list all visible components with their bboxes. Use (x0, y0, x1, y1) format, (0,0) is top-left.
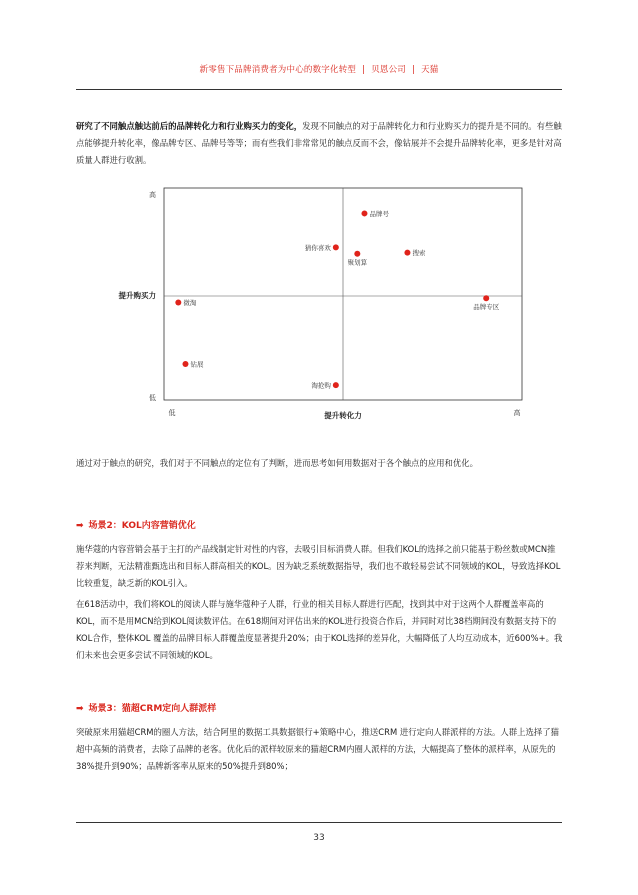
header-rule (76, 89, 562, 90)
header-org-bain: 贝恩公司 (371, 65, 406, 75)
intro-paragraph (76, 118, 563, 169)
arrow-icon: ➡ (76, 704, 84, 714)
x-axis-title: 提升转化力 (324, 411, 362, 420)
point-marker (483, 295, 489, 301)
touchpoint-matrix-chart (0, 182, 638, 422)
paragraph-kol-618: 在618活动中，我们将KOL的阅读人群与施华蔻种子人群，行业的相关目标人群进行匹配，找到其中对于这两个人群覆盖率高的KOL，而不是用MCN给到KOL阅读数评估。在618期间对评估出来的KOL进行投资合作后，并同时对比38档期间没有数据支持下的KOL合作，整体KOL 覆盖的品牌目标人群覆盖度显著提升20%；由于KOL选择的差异化，大幅降低了人均互动成本，近600%+。我们未来也会更多尝试不同领域的KOL。 (76, 599, 563, 660)
point-label: 淘抢购 (311, 381, 331, 390)
point-label: 钻展 (190, 360, 204, 369)
point-marker (333, 382, 339, 388)
point-marker (354, 251, 360, 257)
paragraph-touchpoint-summary: 通过对于触点的研究，我们对于不同触点的定位有了判断，进而思考如何用数据对于各个触点的应用和优化。 (76, 458, 478, 468)
point-marker (333, 244, 339, 250)
page-header (0, 63, 638, 75)
point-marker (175, 299, 181, 305)
point-label: 品牌号 (369, 209, 389, 218)
point-label: 品牌专区 (473, 303, 500, 312)
point-marker (361, 210, 367, 216)
header-separator: | (412, 65, 416, 75)
section-heading-crm (76, 701, 216, 714)
point-label: 聚划算 (347, 258, 368, 267)
y-axis-title: 提升购买力 (118, 291, 156, 300)
intro-text: 发现不同触点的对于品牌转化力和行业购买力的提升是不同的。有些触点能够提升转化率，像品牌专区、品牌号等等；而有些我们非常常见的触点反而不会，像钻展并不会提升品牌转化率，更多是针对高质量人群进行收割。 (76, 121, 562, 165)
page-number: 33 (313, 833, 325, 843)
footer-rule (76, 822, 562, 823)
header-title: 新零售下品牌消费者为中心的数字化转型 (199, 65, 357, 75)
point-label: 搜索 (412, 249, 426, 258)
x-low-label: 低 (168, 409, 176, 417)
arrow-icon: ➡ (76, 521, 84, 531)
x-high-label: 高 (513, 409, 521, 417)
section-title-crm: 场景3：猫超CRM定向人群派样 (88, 704, 217, 714)
section-title-kol: 场景2：KOL内容营销优化 (88, 521, 196, 531)
header-separator: | (362, 65, 366, 75)
point-marker (182, 361, 188, 367)
paragraph-kol-background: 施华蔻的内容营销会基于主打的产品线制定针对性的内容，去吸引目标消费人群。但我们KOL的选择之前只能基于粉丝数或MCN推荐来判断，无法精准甄选出和目标人群高相关的KOL。因为缺乏系统数据指导，我们也不敢轻易尝试不同领域的KOL，导致选择KOL比较重复，缺乏新的KOL引入。 (76, 544, 561, 588)
section-heading-kol (76, 518, 196, 531)
chart-points (175, 209, 499, 390)
intro-bold-lead: 研究了不同触点触达前后的品牌转化力和行业购买力的变化， (76, 121, 303, 131)
paragraph-crm-sampling: 突破原来用猫超CRM的圈人方法，结合阿里的数据工具数据银行+策略中心，推送CRM 进行定向人群派样的方法。人群上选择了猫超中高频的消费者，去除了品牌的老客。优化后的派样较原来的猫超CRM内圈人派样的方法，大幅提高了整体的派样率，从原先的38%提升到90%；品牌新客率从原来的50%提升到80%； (76, 727, 559, 771)
header-org-tmall: 天猫 (421, 65, 439, 75)
point-marker (404, 250, 410, 256)
y-low-label: 低 (149, 394, 156, 402)
y-high-label: 高 (149, 191, 156, 199)
point-label: 猜你喜欢 (304, 243, 331, 252)
point-label: 微淘 (183, 298, 197, 307)
